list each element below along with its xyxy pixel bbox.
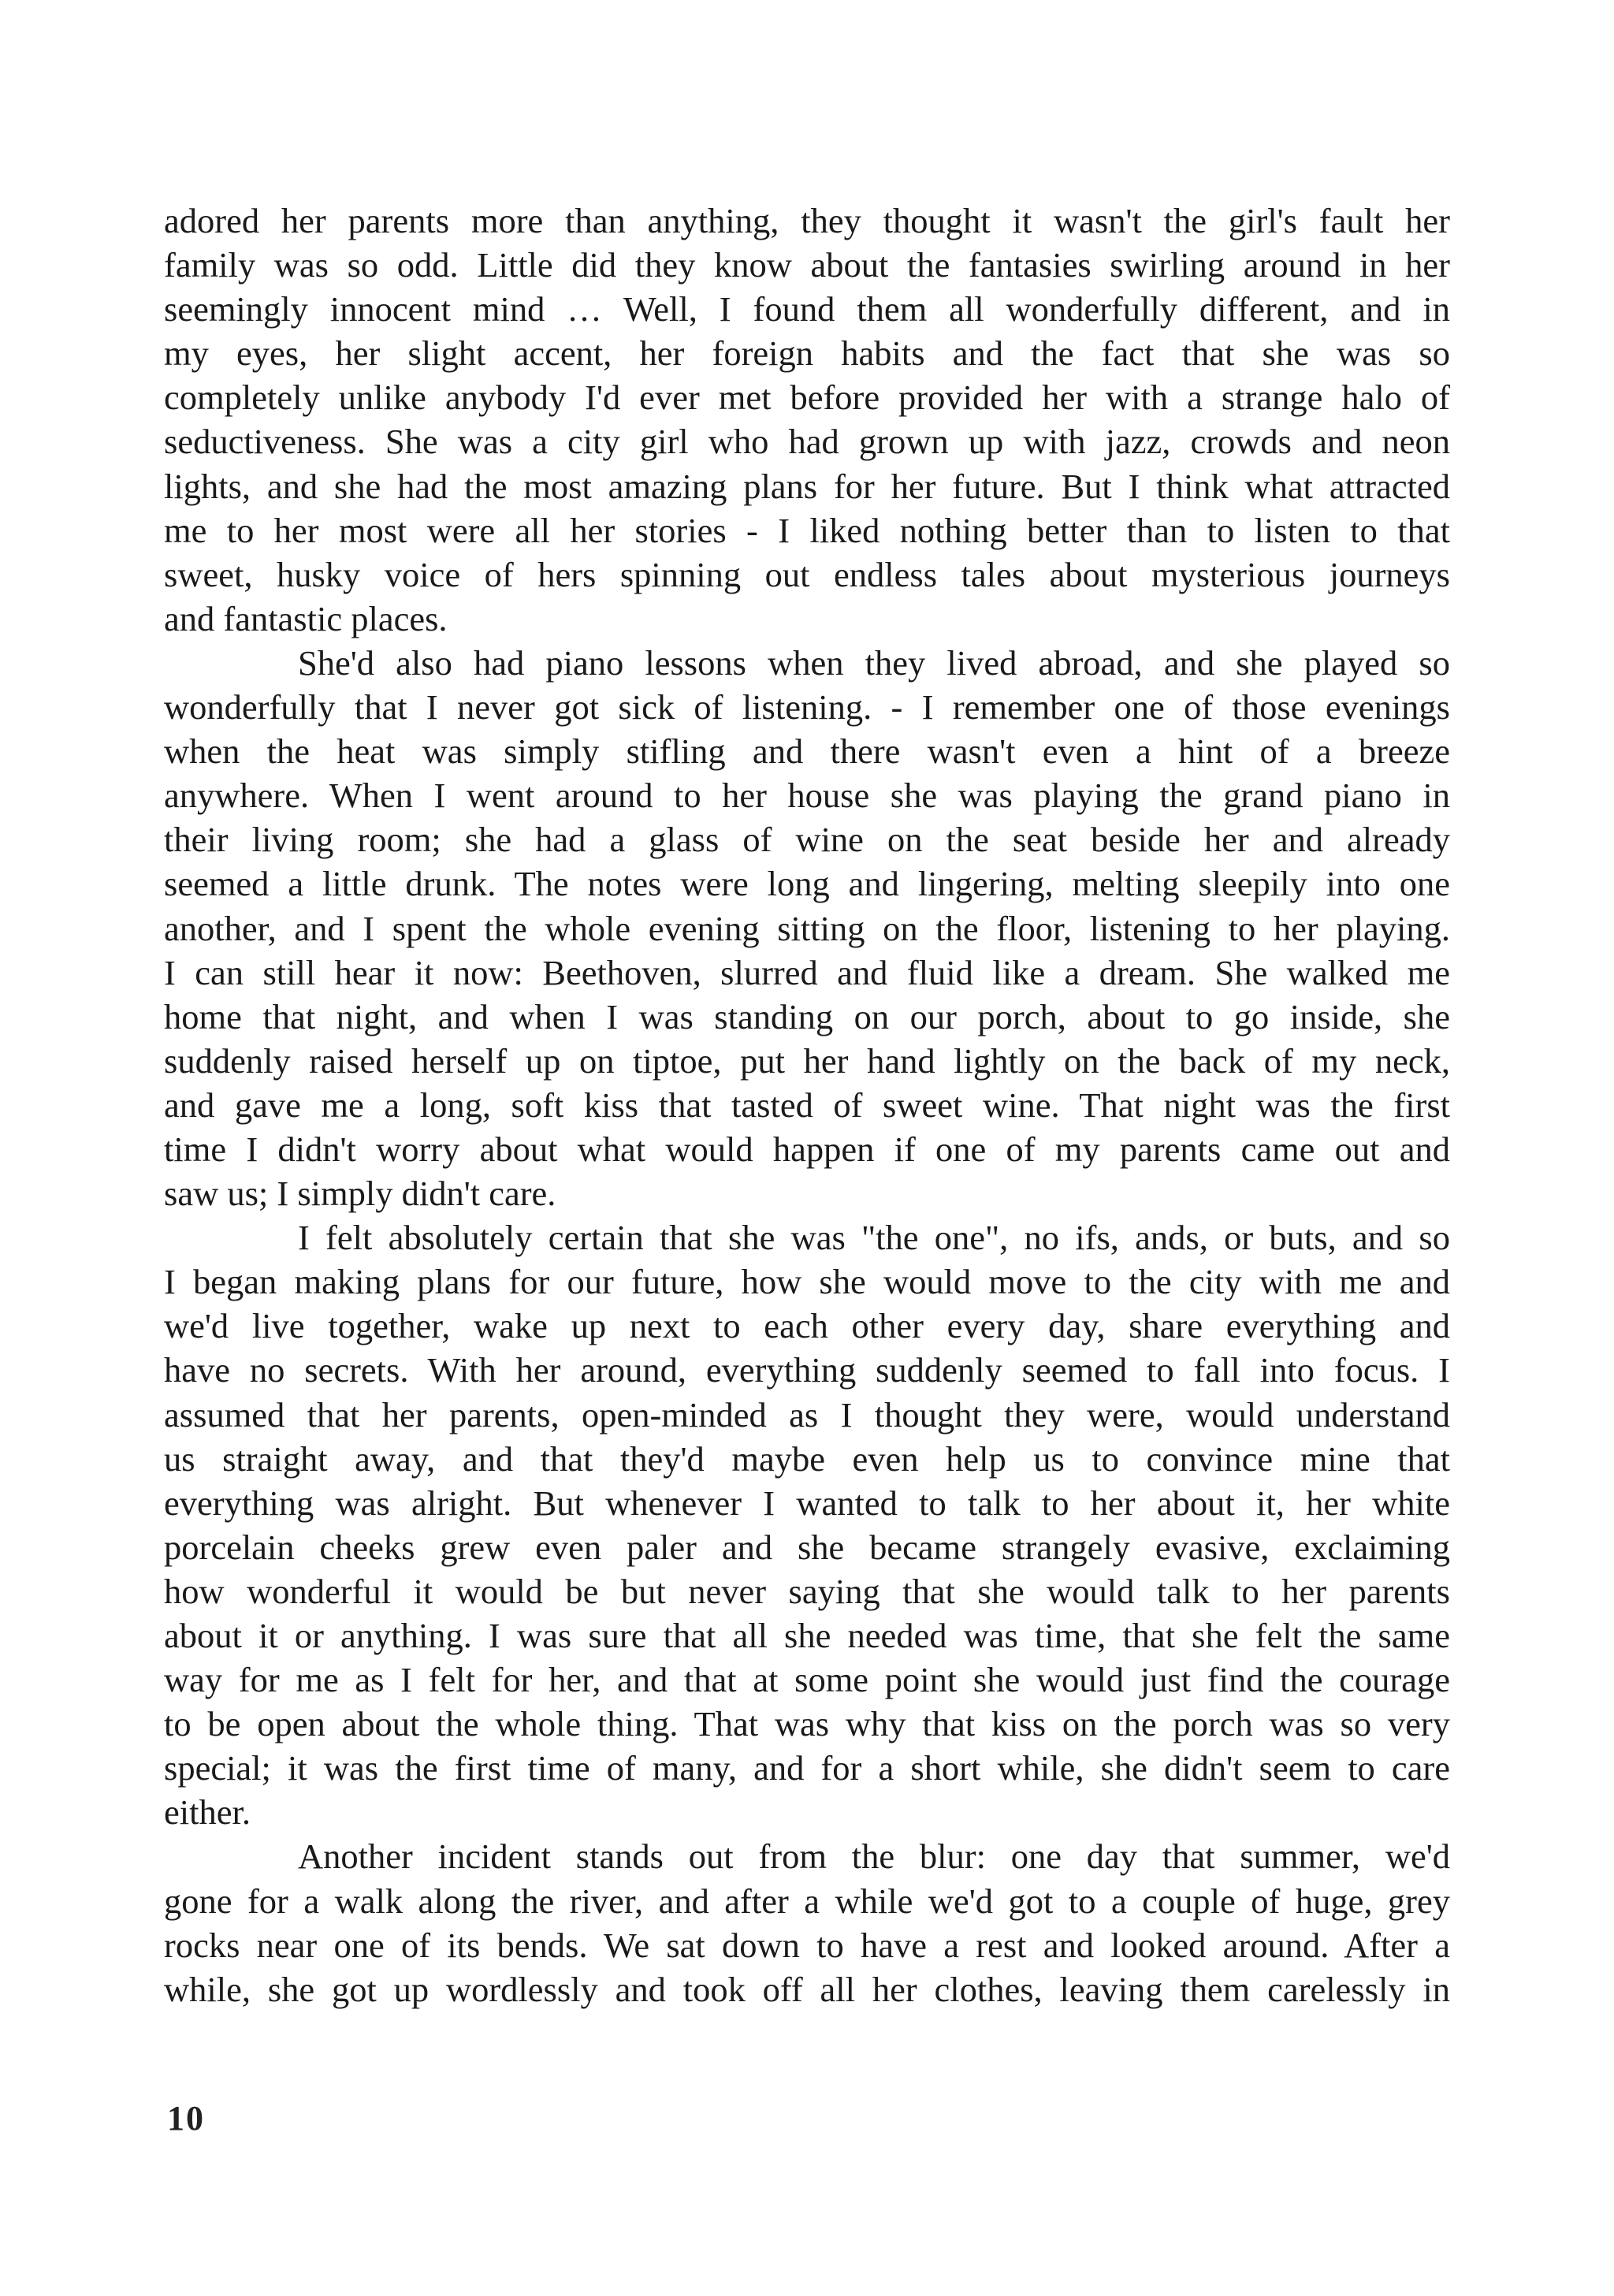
text-line: She'd also had piano lessons when they lived abroad, and she played so (298, 642, 1450, 683)
text-line: special; it was the first time of many, and for a short while, she didn't seem to care (164, 1748, 1450, 1788)
text-line: when the heat was simply stifling and there wasn't even a hint of a breeze (164, 731, 1450, 772)
text-line: lights, and she had the most amazing plans for her future. But I think what attracted (164, 466, 1450, 506)
text-line: rocks near one of its bends. We sat down to have a rest and looked around. After a (164, 1925, 1450, 1965)
text-line: about it or anything. I was sure that all she needed was time, that she felt the same (164, 1616, 1450, 1655)
text-line: us straight away, and that they'd maybe even help us to convince mine that (164, 1438, 1450, 1479)
text-line: how wonderful it would be but never saying that she would talk to her parents (164, 1571, 1450, 1611)
text-line: and fantastic places. (164, 598, 448, 638)
paragraph (164, 199, 1450, 641)
text-line: their living room; she had a glass of wine on the seat beside her and already (164, 820, 1450, 860)
text-line: I can still hear it now: Beethoven, slurred and fluid like a dream. She walked me (164, 952, 1450, 992)
text-line: assumed that her parents, open-minded as I thought they were, would understand (164, 1394, 1450, 1435)
text-line: seemed a little drunk. The notes were long and lingering, melting sleepily into one (164, 864, 1450, 904)
text-line: everything was alright. But whenever I wanted to talk to her about it, her white (164, 1483, 1450, 1523)
text-line: I began making plans for our future, how she would move to the city with me and (164, 1262, 1450, 1302)
text-line: way for me as I felt for her, and that at some point she would just find the courage (164, 1660, 1450, 1700)
text-line: sweet, husky voice of hers spinning out endless tales about mysterious journeys (164, 554, 1450, 594)
text-line: time I didn't worry about what would happen if one of my parents came out and (164, 1129, 1450, 1169)
page-number: 10 (167, 2099, 205, 2138)
text-line: another, and I spent the whole evening sitting on the floor, listening to her playing. (164, 908, 1450, 948)
text-line: and gave me a long, soft kiss that tasted of sweet wine. That night was the first (164, 1085, 1450, 1125)
text-line: seductiveness. She was a city girl who had grown up with jazz, crowds and neon (164, 422, 1450, 462)
text-line: family was so odd. Little did they know about the fantasies swirling around in her (164, 245, 1450, 285)
text-line: porcelain cheeks grew even paler and she became strangely evasive, exclaiming (164, 1527, 1450, 1567)
text-line: Another incident stands out from the blur: one day that summer, we'd (298, 1836, 1450, 1877)
text-line: my eyes, her slight accent, her foreign habits and the fact that she was so (164, 333, 1450, 374)
paragraph (164, 1834, 1450, 2011)
text-line: either. (164, 1792, 251, 1833)
text-line: me to her most were all her stories - I liked nothing better than to listen to that (164, 510, 1450, 550)
text-line: seemingly innocent mind … Well, I found them all wonderfully different, and in (164, 289, 1450, 329)
text-line: anywhere. When I went around to her house she was playing the grand piano in (164, 776, 1450, 816)
text-line: gone for a walk along the river, and after a while we'd got to a couple of huge, grey (164, 1881, 1450, 1921)
text-line: home that night, and when I was standing on our porch, about to go inside, she (164, 996, 1450, 1036)
body-text (164, 199, 1450, 2011)
text-line: I felt absolutely certain that she was "the one", no ifs, ands, or buts, and so (298, 1218, 1450, 1258)
text-line: adored her parents more than anything, they thought it wasn't the girl's fault her (164, 201, 1450, 240)
text-line: saw us; I simply didn't care. (164, 1174, 556, 1214)
text-line: to be open about the whole thing. That was why that kiss on the porch was so very (164, 1704, 1450, 1744)
paragraph (164, 1215, 1450, 1834)
text-line: suddenly raised herself up on tiptoe, put her hand lightly on the back of my neck, (164, 1040, 1450, 1081)
text-line: have no secrets. With her around, everything suddenly seemed to fall into focus. I (164, 1350, 1450, 1390)
paragraph (164, 641, 1450, 1215)
text-line: we'd live together, wake up next to each other every day, share everything and (164, 1306, 1450, 1346)
text-line: completely unlike anybody I'd ever met before provided her with a strange halo of (164, 378, 1450, 418)
text-line: wonderfully that I never got sick of listening. - I remember one of those evenings (164, 687, 1450, 728)
text-line: while, she got up wordlessly and took off all her clothes, leaving them carelessly in (164, 1969, 1450, 2009)
